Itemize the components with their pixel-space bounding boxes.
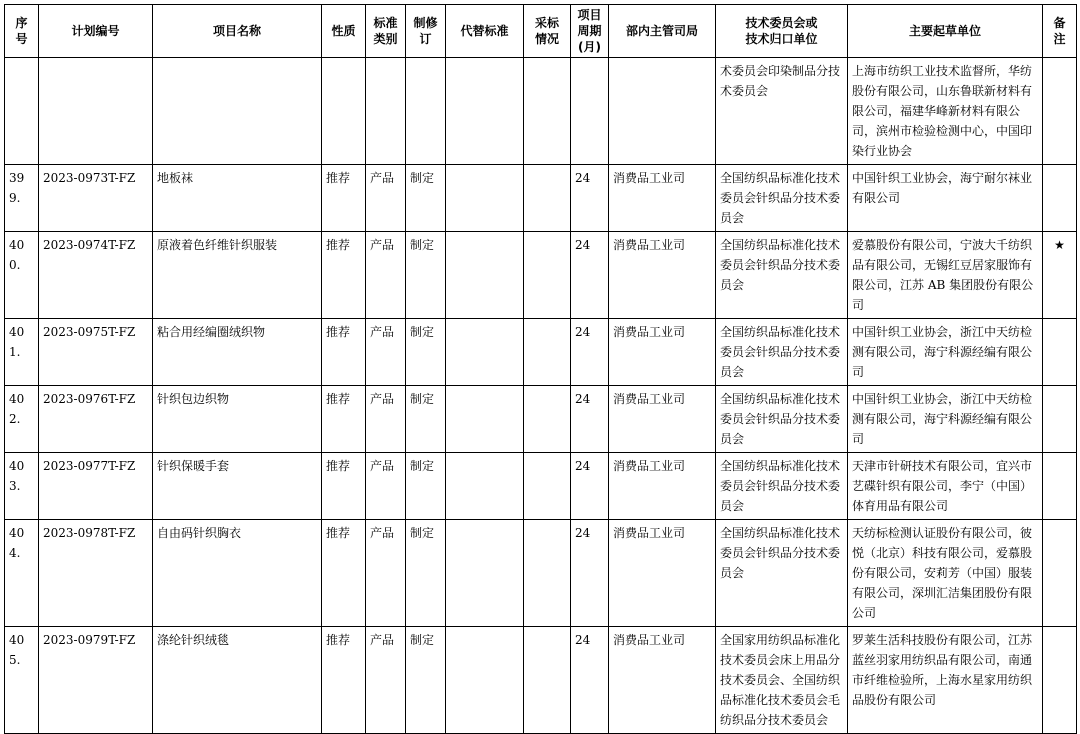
cell-adopt <box>524 165 571 232</box>
cell-empty <box>609 58 716 165</box>
cell-replace <box>446 386 524 453</box>
cell-adopt <box>524 319 571 386</box>
cell-project-name: 原液着色纤维针织服装 <box>153 232 322 319</box>
cell-project-name: 粘合用经编圈绒织物 <box>153 319 322 386</box>
cell-committee: 术委员会印染制品分技术委员会 <box>716 58 848 165</box>
cell-period: 24 <box>571 520 609 627</box>
cell-plan-code: 2023-0973T-FZ <box>39 165 153 232</box>
cell-seq: 404. <box>5 520 39 627</box>
header-adopt: 采标 情况 <box>524 5 571 58</box>
table-row <box>5 319 1077 386</box>
cell-category: 产品 <box>366 453 406 520</box>
cell-drafters: 中国针织工业协会，海宁耐尔袜业有限公司 <box>848 165 1043 232</box>
cell-department: 消费品工业司 <box>609 386 716 453</box>
cell-category: 产品 <box>366 319 406 386</box>
cell-plan-code: 2023-0979T-FZ <box>39 627 153 734</box>
cell-committee: 全国纺织品标准化技术委员会针织品分技术委员会 <box>716 453 848 520</box>
cell-revision: 制定 <box>406 386 446 453</box>
cell-nature: 推荐 <box>322 453 366 520</box>
cell-period: 24 <box>571 453 609 520</box>
cell-note: ★ <box>1043 232 1077 319</box>
cell-committee: 全国纺织品标准化技术委员会针织品分技术委员会 <box>716 319 848 386</box>
cell-nature: 推荐 <box>322 232 366 319</box>
cell-seq: 400. <box>5 232 39 319</box>
cell-replace <box>446 453 524 520</box>
cell-revision: 制定 <box>406 627 446 734</box>
cell-replace <box>446 165 524 232</box>
cell-project-name: 自由码针织胸衣 <box>153 520 322 627</box>
cell-seq: 405. <box>5 627 39 734</box>
standards-plan-table <box>4 4 1077 734</box>
cell-empty <box>524 58 571 165</box>
cell-empty <box>322 58 366 165</box>
cell-nature: 推荐 <box>322 165 366 232</box>
cell-category: 产品 <box>366 520 406 627</box>
cell-plan-code: 2023-0974T-FZ <box>39 232 153 319</box>
table-row <box>5 453 1077 520</box>
cell-adopt <box>524 232 571 319</box>
cell-adopt <box>524 627 571 734</box>
cell-adopt <box>524 520 571 627</box>
cell-period: 24 <box>571 627 609 734</box>
cell-drafters: 上海市纺织工业技术监督所，华纺股份有限公司，山东鲁联新材料有限公司，福建华峰新材料有限公司，滨州市检验检测中心，中国印染行业协会 <box>848 58 1043 165</box>
table-row <box>5 386 1077 453</box>
cell-empty <box>153 58 322 165</box>
cell-drafters: 爱慕股份有限公司，宁波大千纺织品有限公司，无锡红豆居家服饰有限公司，江苏 AB 集团股份有限公司 <box>848 232 1043 319</box>
cell-project-name: 地板袜 <box>153 165 322 232</box>
cell-empty <box>406 58 446 165</box>
cell-department: 消费品工业司 <box>609 319 716 386</box>
cell-project-name: 涤纶针织绒毯 <box>153 627 322 734</box>
cell-revision: 制定 <box>406 319 446 386</box>
cell-seq: 402. <box>5 386 39 453</box>
cell-note <box>1043 453 1077 520</box>
cell-category: 产品 <box>366 165 406 232</box>
header-row <box>5 5 1077 58</box>
cell-nature: 推荐 <box>322 319 366 386</box>
cell-drafters: 中国针织工业协会，浙江中天纺检测有限公司，海宁科源经编有限公司 <box>848 319 1043 386</box>
cell-empty <box>5 58 39 165</box>
cell-drafters: 天津市针研技术有限公司，宜兴市艺碟针织有限公司，李宁（中国）体育用品有限公司 <box>848 453 1043 520</box>
cell-department: 消费品工业司 <box>609 232 716 319</box>
cell-note <box>1043 58 1077 165</box>
cell-replace <box>446 319 524 386</box>
cell-empty <box>366 58 406 165</box>
cell-period: 24 <box>571 386 609 453</box>
table-row <box>5 627 1077 734</box>
cell-revision: 制定 <box>406 165 446 232</box>
header-nature: 性质 <box>322 5 366 58</box>
cell-seq: 399. <box>5 165 39 232</box>
header-revision: 制修 订 <box>406 5 446 58</box>
cell-replace <box>446 520 524 627</box>
cell-plan-code: 2023-0976T-FZ <box>39 386 153 453</box>
cell-drafters: 罗莱生活科技股份有限公司，江苏蓝丝羽家用纺织品有限公司，南通市纤维检验所，上海水星家用纺织品股份有限公司 <box>848 627 1043 734</box>
header-replace: 代替标准 <box>446 5 524 58</box>
cell-plan-code: 2023-0977T-FZ <box>39 453 153 520</box>
header-category: 标准 类别 <box>366 5 406 58</box>
cell-note <box>1043 386 1077 453</box>
cell-period: 24 <box>571 232 609 319</box>
cell-category: 产品 <box>366 232 406 319</box>
cell-revision: 制定 <box>406 453 446 520</box>
cell-department: 消费品工业司 <box>609 165 716 232</box>
cell-plan-code: 2023-0978T-FZ <box>39 520 153 627</box>
table-row <box>5 232 1077 319</box>
cell-adopt <box>524 386 571 453</box>
header-drafters: 主要起草单位 <box>848 5 1043 58</box>
header-project-name: 项目名称 <box>153 5 322 58</box>
cell-note <box>1043 319 1077 386</box>
table-row <box>5 520 1077 627</box>
header-committee: 技术委员会或 技术归口单位 <box>716 5 848 58</box>
cell-nature: 推荐 <box>322 386 366 453</box>
cell-nature: 推荐 <box>322 627 366 734</box>
cell-department: 消费品工业司 <box>609 520 716 627</box>
cell-note <box>1043 165 1077 232</box>
cell-empty <box>446 58 524 165</box>
header-seq: 序 号 <box>5 5 39 58</box>
cell-seq: 401. <box>5 319 39 386</box>
cell-drafters: 天纺标检测认证股份有限公司，彼悦（北京）科技有限公司，爱慕股份有限公司，安莉芳（中国）服装有限公司，深圳汇洁集团股份有限公司 <box>848 520 1043 627</box>
cell-plan-code: 2023-0975T-FZ <box>39 319 153 386</box>
cell-category: 产品 <box>366 386 406 453</box>
cell-empty <box>571 58 609 165</box>
continuation-row <box>5 58 1077 165</box>
cell-committee: 全国纺织品标准化技术委员会针织品分技术委员会 <box>716 232 848 319</box>
cell-period: 24 <box>571 319 609 386</box>
header-department: 部内主管司局 <box>609 5 716 58</box>
cell-revision: 制定 <box>406 232 446 319</box>
header-note: 备 注 <box>1043 5 1077 58</box>
cell-seq: 403. <box>5 453 39 520</box>
cell-project-name: 针织包边织物 <box>153 386 322 453</box>
cell-committee: 全国纺织品标准化技术委员会针织品分技术委员会 <box>716 520 848 627</box>
cell-period: 24 <box>571 165 609 232</box>
cell-project-name: 针织保暖手套 <box>153 453 322 520</box>
cell-revision: 制定 <box>406 520 446 627</box>
cell-committee: 全国纺织品标准化技术委员会针织品分技术委员会 <box>716 386 848 453</box>
cell-nature: 推荐 <box>322 520 366 627</box>
cell-committee: 全国纺织品标准化技术委员会针织品分技术委员会 <box>716 165 848 232</box>
cell-replace <box>446 627 524 734</box>
cell-department: 消费品工业司 <box>609 453 716 520</box>
header-plan-code: 计划编号 <box>39 5 153 58</box>
cell-category: 产品 <box>366 627 406 734</box>
cell-note <box>1043 627 1077 734</box>
cell-empty <box>39 58 153 165</box>
cell-replace <box>446 232 524 319</box>
header-period: 项目 周期 (月) <box>571 5 609 58</box>
cell-drafters: 中国针织工业协会，浙江中天纺检测有限公司，海宁科源经编有限公司 <box>848 386 1043 453</box>
cell-note <box>1043 520 1077 627</box>
cell-department: 消费品工业司 <box>609 627 716 734</box>
table-row <box>5 165 1077 232</box>
cell-adopt <box>524 453 571 520</box>
cell-committee: 全国家用纺织品标准化技术委员会床上用品分技术委员会、全国纺织品标准化技术委员会毛纺织品分技术委员会 <box>716 627 848 734</box>
